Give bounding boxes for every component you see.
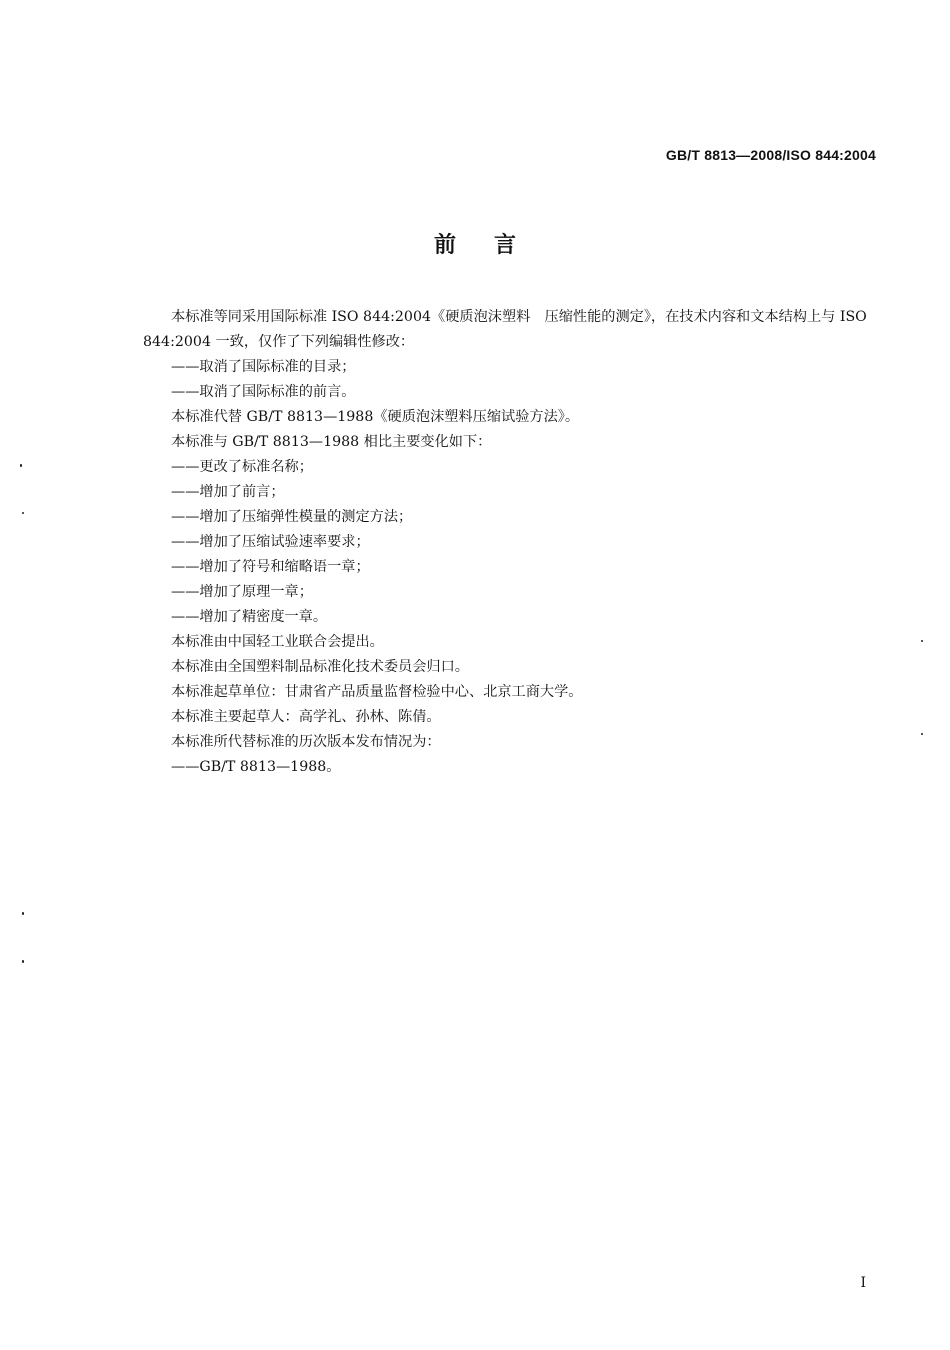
- paragraph-replaces: 本标准代替 GB/T 8813—1988《硬质泡沫塑料压缩试验方法》。: [171, 409, 580, 425]
- page-number: I: [860, 1275, 866, 1291]
- list-item: ——取消了国际标准的目录；: [171, 359, 356, 375]
- scan-speck: [921, 733, 923, 735]
- paragraph-drafting-units: 本标准起草单位：甘肃省产品质量监督检验中心、北京工商大学。: [171, 684, 583, 700]
- list-item: ——增加了压缩试验速率要求；: [171, 534, 370, 550]
- scan-speck: [22, 960, 24, 963]
- list-item: ——增加了符号和缩略语一章；: [171, 559, 370, 575]
- list-item: ——更改了标准名称；: [171, 459, 313, 475]
- scan-speck: [22, 512, 24, 514]
- list-item: ——增加了精密度一章。: [171, 609, 328, 625]
- scan-speck: [22, 912, 24, 915]
- list-item: ——增加了原理一章；: [171, 584, 313, 600]
- paragraph-administrator: 本标准由全国塑料制品标准化技术委员会归口。: [171, 659, 469, 675]
- page-title: 前言: [433, 233, 554, 258]
- paragraph-drafters: 本标准主要起草人：高学礼、孙林、陈倩。: [171, 709, 441, 725]
- paragraph-adoption: 本标准等同采用国际标准 ISO 844:2004《硬质泡沫塑料 压缩性能的测定》，在技术内容和文本结构上与 ISO 844:2004 一致，仅作了下列编辑性修改：: [143, 309, 867, 350]
- foreword-body: [143, 305, 883, 780]
- list-item: ——增加了前言；: [171, 484, 285, 500]
- paragraph-proposer: 本标准由中国轻工业联合会提出。: [171, 634, 384, 650]
- paragraph-changes: 本标准与 GB/T 8813—1988 相比主要变化如下：: [171, 434, 492, 450]
- list-item: ——取消了国际标准的前言。: [171, 384, 356, 400]
- scan-speck: [921, 640, 923, 642]
- list-item: ——增加了压缩弹性模量的测定方法；: [171, 509, 413, 525]
- paragraph-history: 本标准所代替标准的历次版本发布情况为：: [171, 734, 441, 750]
- document-code: GB/T 8813—2008/ISO 844:2004: [665, 147, 876, 163]
- scan-speck: [20, 464, 22, 467]
- list-item: ——GB/T 8813—1988。: [171, 759, 341, 775]
